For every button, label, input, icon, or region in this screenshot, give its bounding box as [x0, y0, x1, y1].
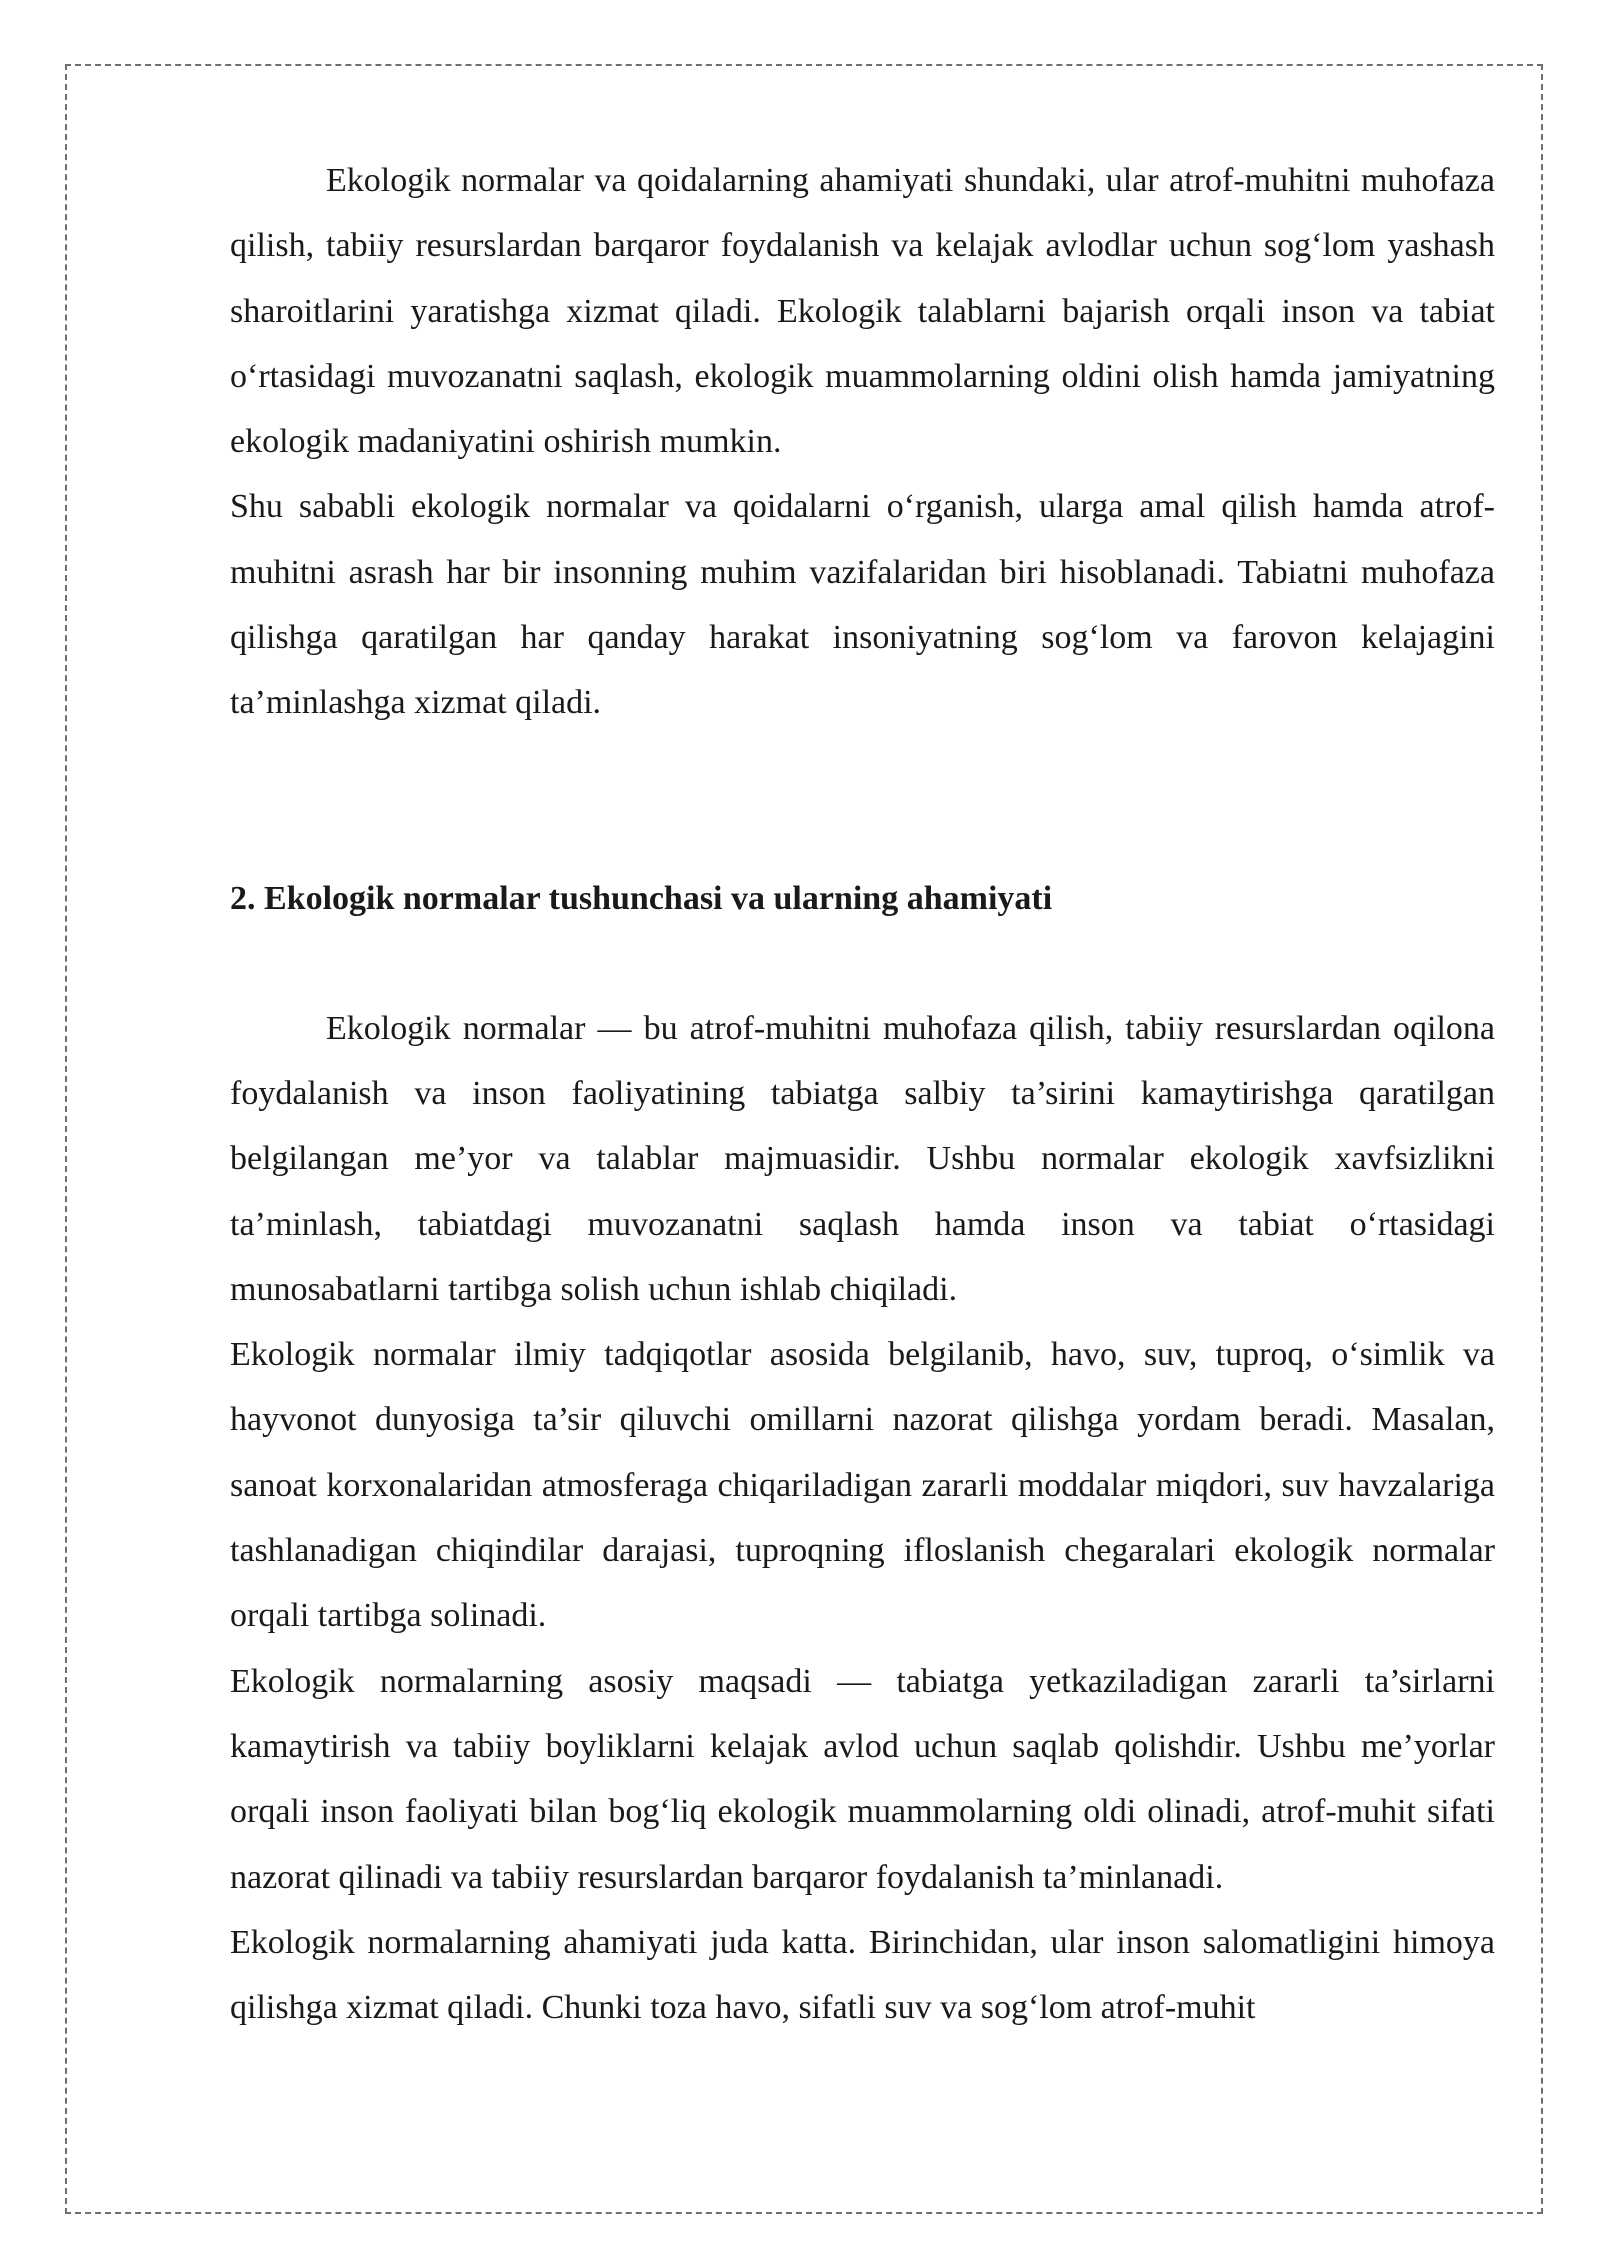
paragraph: Ekologik normalar va qoidalarning ahamiyati shundaki, ular atrof-muhitni muhofaza qilish, tabiiy resurslardan barqaror foydalanish va kelajak avlodlar uchun sog‘lom yashash sharoitlarini yaratishga xizmat qiladi. Ekologik talablarni bajarish orqali inson va tabiat o‘rtasidagi muvozanatni saqlash, ekologik muammolarning oldini olish hamda jamiyatning ekologik madaniyatini oshirish mumkin. — [230, 162, 1495, 461]
paragraph: Ekologik normalar ilmiy tadqiqotlar asosida belgilanib, havo, suv, tuproq, o‘simlik va hayvonot dunyosiga ta’sir qiluvchi omillarni nazorat qilishga yordam beradi. Masalan, sanoat korxonalaridan atmosferaga chiqariladigan zararli moddalar miqdori, suv havzalariga tashlanadigan chiqindilar darajasi, tuproqning ifloslanish chegaralari ekologik normalar orqali tartibga solinadi. — [230, 1336, 1495, 1635]
document-body — [230, 148, 1495, 2040]
paragraph: Shu sababli ekologik normalar va qoidalarni o‘rganish, ularga amal qilish hamda atrof-muhitni asrash har bir insonning muhim vazifalaridan biri hisoblanadi. Tabiatni muhofaza qilishga qaratilgan har qanday harakat insoniyatning sog‘lom va farovon kelajagini ta’minlashga xizmat qiladi. — [230, 488, 1495, 722]
spacer — [230, 931, 1495, 996]
paragraph: Ekologik normalarning ahamiyati juda katta. Birinchidan, ular inson salomatligini himoya qilishga xizmat qiladi. Chunki toza havo, sifatli suv va sog‘lom atrof-muhit — [230, 1923, 1495, 2027]
paragraph: Ekologik normalar — bu atrof-muhitni muhofaza qilish, tabiiy resurslardan oqilona foydalanish va inson faoliyatining tabiatga salbiy ta’sirini kamaytirishga qaratilgan belgilangan me’yor va talablar majmuasidir. Ushbu normalar ekologik xavfsizlikni ta’minlash, tabiatdagi muvozanatni saqlash hamda inson va tabiat o‘rtasidagi munosabatlarni tartibga solish uchun ishlab chiqiladi. — [230, 1009, 1495, 1308]
paragraph: Ekologik normalarning asosiy maqsadi — tabiatga yetkaziladigan zararli ta’sirlarni kamaytirish va tabiiy boyliklarni kelajak avlod uchun saqlab qolishdir. Ushbu me’yorlar orqali inson faoliyati bilan bog‘liq ekologik muammolarning oldi olinadi, atrof-muhit sifati nazorat qilinadi va tabiiy resurslardan barqaror foydalanish ta’minlanadi. — [230, 1662, 1495, 1896]
section-heading: 2. Ekologik normalar tushunchasi va ularning ahamiyati — [230, 879, 1053, 917]
spacer — [230, 736, 1495, 866]
